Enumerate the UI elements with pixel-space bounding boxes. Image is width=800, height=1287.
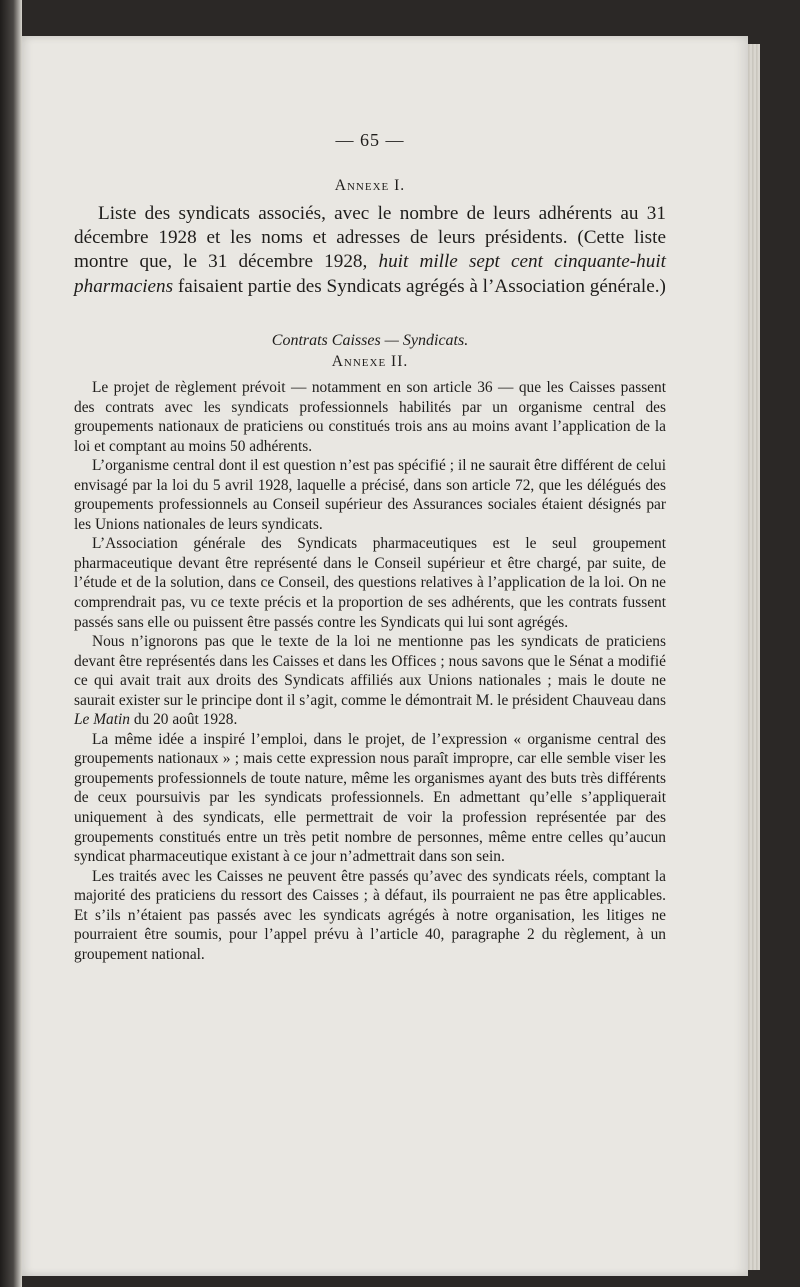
annexe-2-heading: Annexe II. [331,353,409,370]
annexe-1-heading: Annexe I. [334,177,406,194]
section-subheading: Contrats Caisses — Syndicats. [271,332,469,349]
annexe-1-intro [74,202,666,299]
book-page [22,36,748,1276]
paragraph-text: Nous n’ignorons pas que le texte de la loi ne mentionne pas les syndicats de praticiens devant être représentés dans les Caisses et dans les Offices ; nous savons que le Sénat a modifié ce qui avait trait aux droits des Syndicats affiliés aux Unions nationales ; mais le doute ne saurait exister sur le principe dont il s’agit, comme le démontrait M. le président Chauveau dans [74,633,666,709]
body-paragraph [74,632,666,730]
body-paragraph: Les traités avec les Caisses ne peuvent être passés qu’avec des syndicats réels, comptant la majorité des praticiens du ressort des Caisses ; à défaut, ils pourraient ne pas être applicables. Et s’ils n’étaient pas passés avec les syndicats agrégés à notre organisation, les litiges ne pourraient être soumis, pour l’appel prévu à l’article 40, paragraphe 2 du règlement, à un groupement national. [74,867,666,963]
page-number: — 65 — [335,130,405,150]
body-paragraph: L’Association générale des Syndicats pharmaceutiques est le seul groupement pharmaceutique devant être représenté dans le Conseil supérieur et être chargé, par suite, de l’étude et de la solution, dans ce Conseil, des questions relatives à l’application de la loi. On ne comprendrait pas, vu ce texte précis et la proportion de ses adhérents, que les contrats fussent passés sans elle ou puissent être passés contre les Syndicats qui lui sont agrégés. [74,535,666,631]
book-left-edge [0,0,22,1287]
newspaper-title: Le Matin [74,711,131,729]
intro-text-italic: huit mille sept cent cinquante-huit pharmaciens [74,251,667,297]
body-paragraph: La même idée a inspiré l’emploi, dans le projet, de l’expression « organisme central des groupements nationaux » ; mais cette expression nous paraît impropre, car elle semble viser les groupements professionnels de toute nature, même les organismes ayant des buts très différents de ceux poursuivis par les syndicats professionnels. En admettant qu’elle s’appliquerait uniquement à des syndicats, elle permettrait de voir la profession représentée par des groupements constitués entre un très petit nombre de personnes, même entre celles qu’aucun syndicat pharmaceutique existant à ce jour n’admettrait dans son sein. [74,730,666,866]
paragraph-text: du 20 août 1928. [130,711,238,729]
annexe-2-body [74,378,666,964]
intro-text-part2: faisaient partie des Syndicats agrégés à l’Association générale.) [173,275,666,297]
body-paragraph: Le projet de règlement prévoit — notamment en son article 36 — que les Caisses passent des contrats avec les syndicats professionnels habilités par un organisme central des groupements nationaux de praticiens ou constitués trois ans au moins avant l’application de la loi et comptant au moins 50 adhérents. [74,379,666,455]
body-paragraph: L’organisme central dont il est question n’est pas spécifié ; il ne saurait être différent de celui envisagé par la loi du 5 avril 1928, laquelle a précisé, dans son article 72, que les délégués des groupements professionnels au Conseil supérieur des Assurances sociales étaient désignés par les Unions nationales de leurs syndicats. [74,457,666,533]
intro-text-part1: Liste des syndicats associés, avec le nombre de leurs adhérents au 31 décembre 1928 et les noms et adresses de leurs présidents. (Cette liste montre que, le 31 décembre 1928, [74,203,666,273]
